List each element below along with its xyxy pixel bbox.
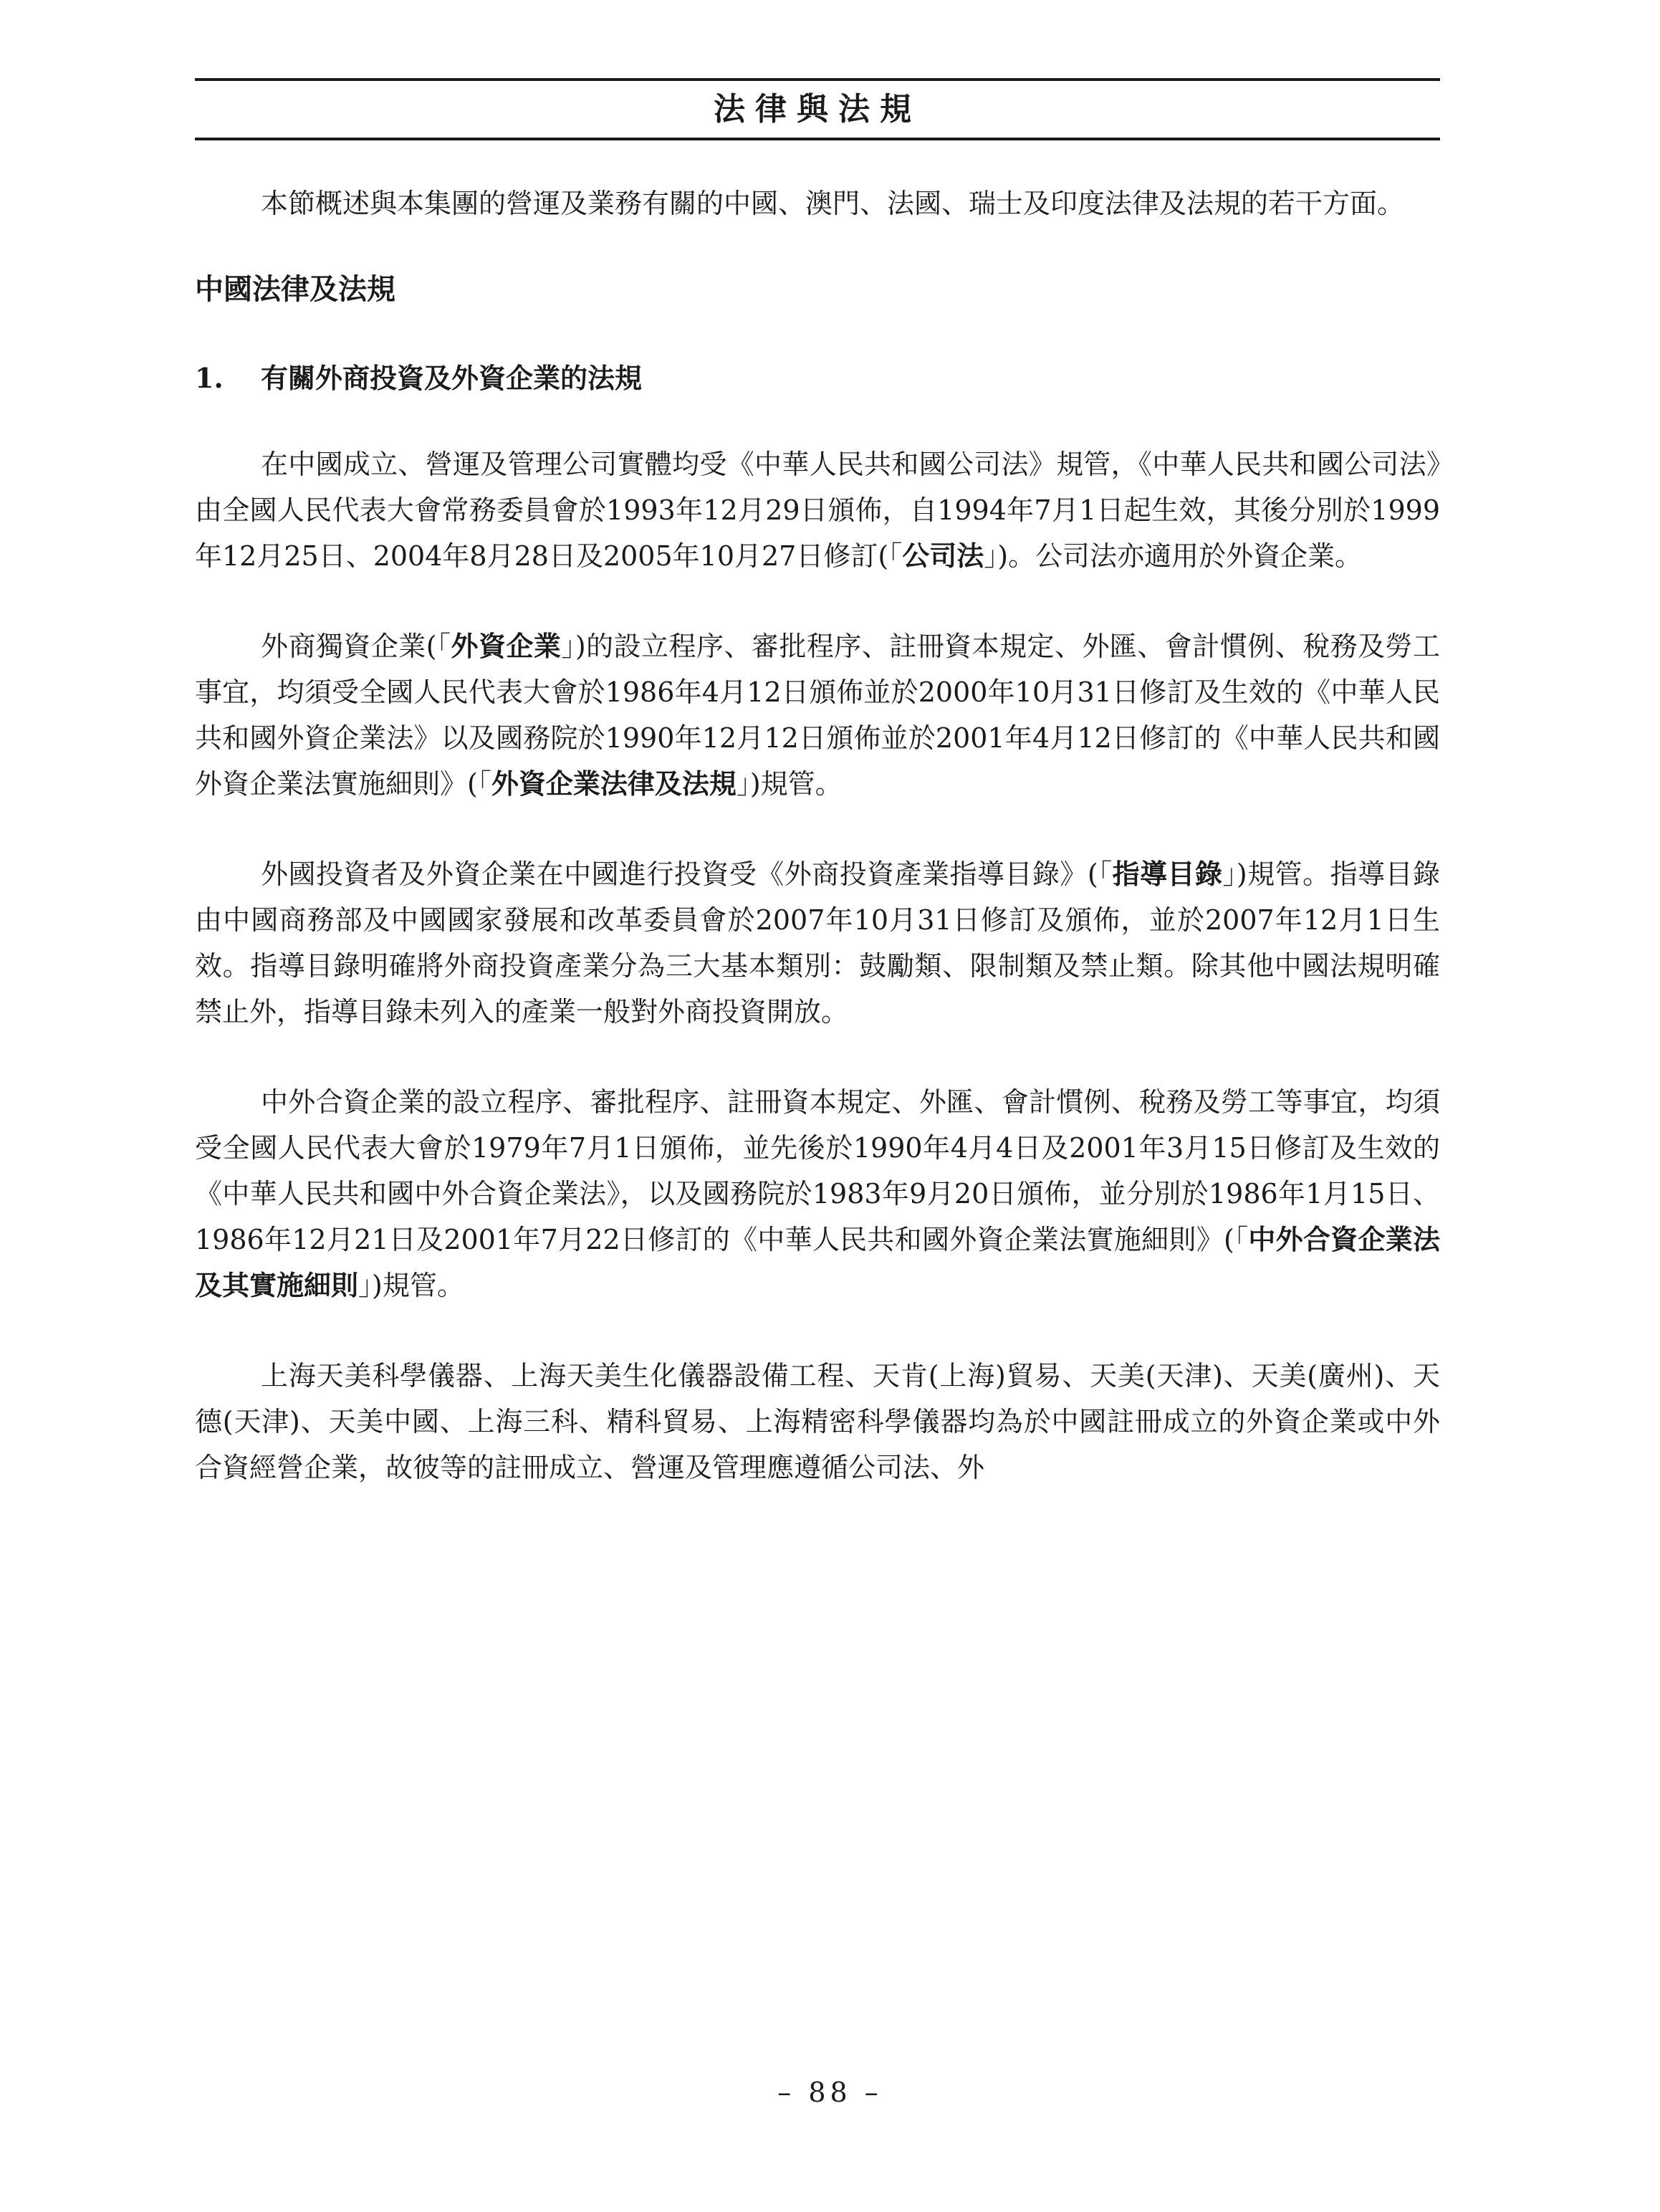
intro-paragraph: 本節概述與本集團的營運及業務有關的中國、澳門、法國、瑞士及印度法律及法規的若干方面。 xyxy=(261,188,1405,219)
paragraph-subsidiaries: 上海天美科學儀器、上海天美生化儀器設備工程、天肯(上海)貿易、天美(天津)、天美(廣州)、天德(天津)、天美中國、上海三科、精科貿易、上海精密科學儀器均為於中國註冊成立的外資企業或中外合資經營企業，故彼等的註冊成立、營運及管理應遵循公司法、外 xyxy=(195,1360,1440,1483)
page-header-title: 法律與法規 xyxy=(714,91,921,128)
document-body xyxy=(195,181,1440,1535)
defined-term: 公司法 xyxy=(902,540,984,572)
section-heading: 中國法律及法規 xyxy=(195,272,395,306)
defined-term: 外資企業法律及法規 xyxy=(491,767,737,800)
header-top-rule xyxy=(195,78,1440,81)
defined-term: 中外合資企業法及其實施細則 xyxy=(195,1223,1440,1301)
defined-term: 外資企業 xyxy=(451,630,562,662)
defined-term: 指導目錄 xyxy=(1112,858,1223,890)
subsection-heading xyxy=(195,355,1440,401)
paragraph-catalogue: 外國投資者及外資企業在中國進行投資受《外商投資產業指導目錄》(「指導目錄」)規管。指導目錄由中國商務部及中國國家發展和改革委員會於2007年10月31日修訂及頒佈，並於2007年12月1日生效。指導目錄明確將外商投資產業分為三大基本類別：鼓勵類、限制類及禁止類。除其他中國法規明確禁止外，指導目錄未列入的產業一般對外商投資開放。 xyxy=(195,858,1440,1028)
page-number: – 88 – xyxy=(777,2077,883,2108)
paragraph-company-law: 在中國成立、營運及管理公司實體均受《中華人民共和國公司法》規管，《中華人民共和國公司法》由全國人民代表大會常務委員會於1993年12月29日頒佈，自1994年7月1日起生效，其後分別於1999年12月25日、2004年8月28日及2005年10月27日修訂(「公司法」)。公司法亦適用於外資企業。 xyxy=(195,449,1440,572)
header-bottom-rule xyxy=(195,138,1440,140)
paragraph-wfoe-law: 外商獨資企業(「外資企業」)的設立程序、審批程序、註冊資本規定、外匯、會計慣例、稅務及勞工事宜，均須受全國人民代表大會於1986年4月12日頒佈並於2000年10月31日修訂及生效的《中華人民共和國外資企業法》以及國務院於1990年12月12日頒佈並於2001年4月12日修訂的《中華人民共和國外資企業法實施細則》(「外資企業法律及法規」)規管。 xyxy=(195,630,1440,800)
subsection-title: 有關外商投資及外資企業的法規 xyxy=(261,362,643,394)
subsection-number: 1. xyxy=(195,362,224,394)
paragraph-jv-law: 中外合資企業的設立程序、審批程序、註冊資本規定、外匯、會計慣例、稅務及勞工等事宜，均須受全國人民代表大會於1979年7月1日頒佈，並先後於1990年4月4日及2001年3月15日修訂及生效的《中華人民共和國中外合資企業法》，以及國務院於1983年9月20日頒佈，並分別於1986年1月15日、1986年12月21日及2001年7月22日修訂的《中華人民共和國外資企業法實施細則》(「中外合資企業法及其實施細則」)規管。 xyxy=(195,1086,1440,1301)
